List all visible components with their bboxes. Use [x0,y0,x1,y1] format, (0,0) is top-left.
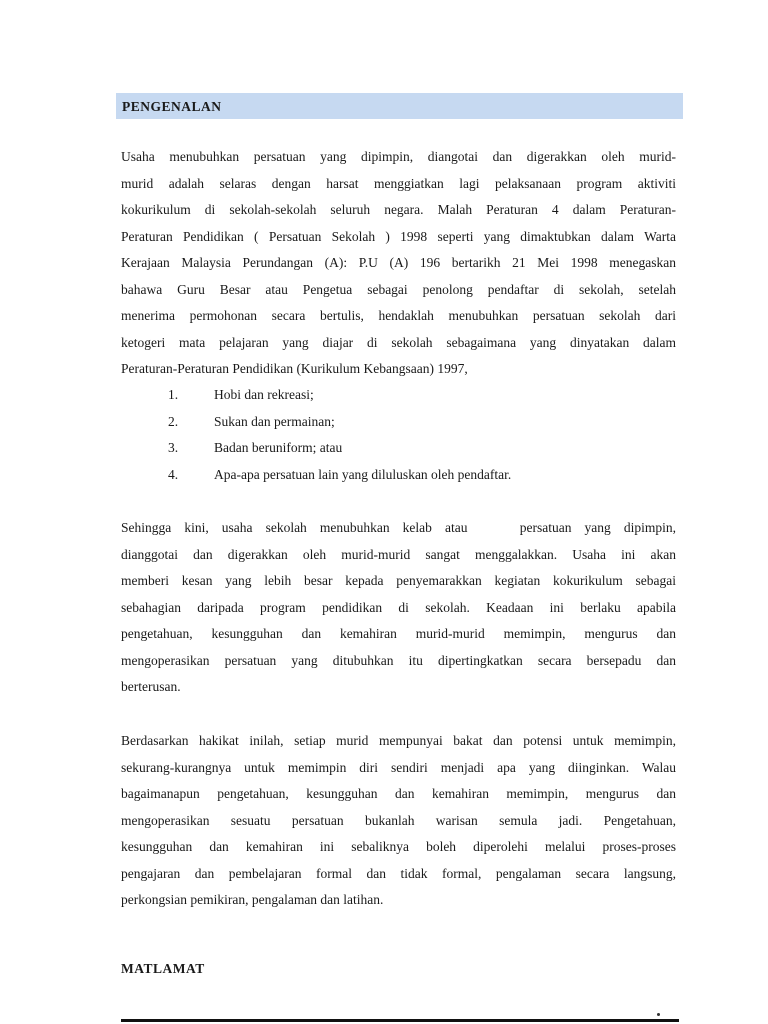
text-line: dianggotai dan digerakkan oleh murid-murid sangat menggalakkan. Usaha ini akan [121,546,676,562]
list-item [121,462,676,489]
text-line: ketogeri mata pelajaran yang diajar di sekolah sebagaimana yang dinyatakan dalam [121,334,676,350]
text-line: Berdasarkan hakikat inilah, setiap murid mempunyai bakat dan potensi untuk memimpin, [121,733,676,748]
text-line: mengoperasikan persatuan yang ditubuhkan itu dipertingkatkan secara bersepadu dan [121,652,676,668]
text-line: pengajaran dan pembelajaran formal dan tidak formal, pengalaman secara langsung, [121,865,676,881]
section-heading-bar [116,93,683,119]
list-number: 4. [168,466,179,482]
text-line: bahawa Guru Besar atau Pengetua sebagai penolong pendaftar di sekolah, setelah [121,281,676,297]
text-line: Peraturan Pendidikan ( Persatuan Sekolah ) 1998 seperti yang dimaktubkan dalam Warta [121,228,676,244]
text-line: Usaha menubuhkan persatuan yang dipimpin, diangotai dan digerakkan oleh murid- [121,149,676,164]
text-line: berterusan. [121,679,181,694]
paragraph-progress [121,515,676,701]
text-line: pengetahuan, kesungguhan dan kemahiran murid-murid memimpin, mengurus dan [121,626,676,641]
paragraph-basis [121,728,676,914]
text-line: Peraturan-Peraturan Pendidikan (Kurikulum Kebangsaan) 1997, [121,361,468,376]
text-line: bagaimanapun pengetahuan, kesungguhan dan kemahiran memimpin, mengurus dan [121,786,676,801]
text-line: perkongsian pemikiran, pengalaman dan latihan. [121,892,384,907]
bottom-divider [121,1019,679,1022]
text-line: kesungguhan dan kemahiran ini sebaliknya boleh diperolehi melalui proses-proses [121,839,676,854]
list-text: Hobi dan rekreasi; [214,387,314,402]
list-number: 1. [168,387,179,402]
list-text: Badan beruniform; atau [214,440,343,455]
list-number: 2. [168,413,179,429]
section-heading-matlamat: MATLAMAT [121,961,205,976]
list-number: 3. [168,440,179,455]
text-line: sebahagian daripada program pendidikan di sekolah. Keadaan ini berlaku apabila [121,599,676,615]
text-line: Sehingga kini, usaha sekolah menubuhkan kelab atau persatuan yang dipimpin, [121,520,676,535]
list-item [121,435,676,462]
decorative-dot [657,1013,660,1016]
text-line: menerima permohonan secara bertulis, hendaklah menubuhkan persatuan sekolah dari [121,308,676,323]
text-line: Kerajaan Malaysia Perundangan (A): P.U (A) 196 bertarikh 21 Mei 1998 menegaskan [121,255,676,270]
list-item [121,382,676,409]
text-line: murid adalah selaras dengan harsat menggiatkan lagi pelaksanaan program aktiviti [121,175,676,191]
list-item [121,409,676,436]
section-heading-pengenalan: PENGENALAN [122,99,222,114]
paragraph-intro [121,144,676,383]
list-text: Sukan dan permainan; [214,413,335,429]
text-line: mengoperasikan sesuatu persatuan bukanlah warisan semula jadi. Pengetahuan, [121,812,676,828]
category-list [121,382,676,488]
text-line: kokurikulum di sekolah-sekolah seluruh negara. Malah Peraturan 4 dalam Peraturan- [121,202,676,217]
text-line: memberi kesan yang lebih besar kepada penyemarakkan kegiatan kokurikulum sebagai [121,573,676,588]
list-text: Apa-apa persatuan lain yang diluluskan oleh pendaftar. [214,466,512,482]
text-line: sekurang-kurangnya untuk memimpin diri sendiri menjadi apa yang diinginkan. Walau [121,759,676,775]
